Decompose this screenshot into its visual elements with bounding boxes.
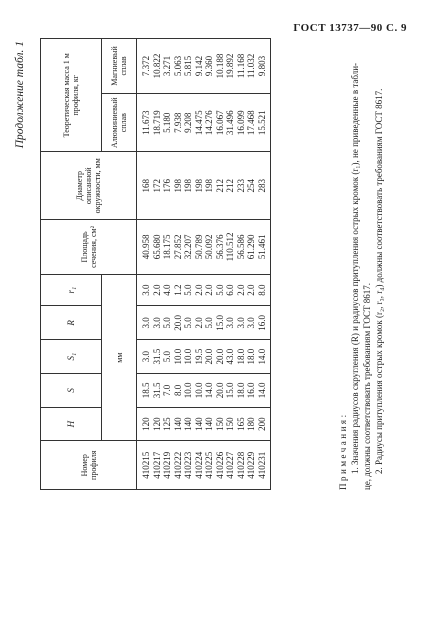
note-1-line-2: це, должны соответствовать требованиям ГОСТ 8617. xyxy=(362,283,372,490)
table-body-row xyxy=(137,39,271,490)
cell-H-6: 140 xyxy=(193,417,204,431)
cell-area-8: 56.376 xyxy=(214,234,225,260)
cell-aluminum-9: 31.496 xyxy=(225,110,235,136)
cell-profile-number-12: 410231 xyxy=(256,451,267,479)
cell-S1-12: 14.0 xyxy=(256,348,267,365)
cell-H-2: 120 xyxy=(151,417,162,431)
cell-S-4: 8.0 xyxy=(172,384,183,396)
col-aluminum xyxy=(137,93,271,152)
cell-diameter-11: 254 xyxy=(246,179,256,193)
cell-aluminum-10: 16.099 xyxy=(235,110,246,136)
cell-R-6: 2.0 xyxy=(193,317,204,329)
cell-magnesium-8: 10.188 xyxy=(214,53,225,79)
cell-S1-4: 10.0 xyxy=(172,348,183,365)
cell-profile-number-2: 410217 xyxy=(151,451,162,479)
cell-R-5: 5.0 xyxy=(183,317,193,329)
table-caption: Продолжение табл. 1 xyxy=(14,41,26,149)
cell-R-10: 3.0 xyxy=(235,317,246,329)
col-profile-number xyxy=(137,441,271,490)
cell-diameter-9: 212 xyxy=(225,179,235,193)
cell-H-4: 140 xyxy=(172,417,183,431)
header-aluminum: Алюминиевый сплав xyxy=(102,93,137,152)
cell-R-12: 16.0 xyxy=(256,314,267,331)
cell-S1-2: 31.5 xyxy=(151,348,162,365)
cell-R-2: 3.0 xyxy=(151,317,162,329)
cell-magnesium-12: 9.803 xyxy=(256,55,267,77)
cell-magnesium-6: 9.142 xyxy=(193,55,204,77)
cell-magnesium-3: 3.271 xyxy=(162,55,172,77)
cell-r1-3: 4.0 xyxy=(162,284,172,296)
cell-r1-5: 5.0 xyxy=(183,284,193,296)
cell-S-8: 20.0 xyxy=(214,382,225,399)
cell-S-9: 15.0 xyxy=(225,382,235,399)
cell-aluminum-7: 14.276 xyxy=(204,110,214,136)
cell-S-12: 14.0 xyxy=(256,382,267,399)
cell-S1-7: 20.0 xyxy=(204,348,214,365)
notes-block xyxy=(337,35,385,490)
header-r: R xyxy=(41,306,102,340)
cell-aluminum-1: 11.673 xyxy=(141,110,151,135)
cell-S-2: 31.5 xyxy=(151,382,162,399)
cell-S-6: 10.0 xyxy=(193,382,204,399)
cell-profile-number-9: 410227 xyxy=(225,451,235,479)
cell-profile-number-1: 410215 xyxy=(141,451,151,479)
cell-S1-9: 43.0 xyxy=(225,348,235,365)
profile-table xyxy=(40,38,271,490)
note-2: 2. Радиусы притупления острых кромок (r₂, r₃, r₄) должны соответствовать требованиям ГОСТ 8617. xyxy=(374,88,384,474)
cell-profile-number-8: 410226 xyxy=(214,451,225,479)
notes-title: Примечания: xyxy=(338,412,348,490)
col-magnesium xyxy=(137,39,271,94)
col-diameter xyxy=(137,152,271,220)
header-profile-number: Номер профиля xyxy=(41,441,137,490)
cell-aluminum-11: 17.468 xyxy=(246,110,256,136)
cell-r1-9: 6.0 xyxy=(225,284,235,296)
cell-profile-number-3: 410219 xyxy=(162,451,172,479)
cell-R-9: 3.0 xyxy=(225,317,235,329)
cell-r1-4: 1.2 xyxy=(172,284,183,296)
col-s xyxy=(137,373,271,407)
cell-area-3: 18.175 xyxy=(162,234,172,260)
cell-r1-1: 3.0 xyxy=(141,284,151,296)
cell-area-10: 56.586 xyxy=(235,234,246,260)
header-s: S xyxy=(41,373,102,407)
cell-S-10: 18.0 xyxy=(235,382,246,399)
cell-magnesium-2: 10.822 xyxy=(151,53,162,79)
cell-S1-6: 19.5 xyxy=(193,348,204,365)
cell-magnesium-10: 11.168 xyxy=(235,53,246,79)
cell-H-11: 180 xyxy=(246,417,256,431)
cell-S1-3: 5.0 xyxy=(162,350,172,363)
col-r1 xyxy=(137,274,271,306)
cell-magnesium-11: 11.032 xyxy=(246,53,256,79)
cell-magnesium-4: 5.063 xyxy=(172,55,183,77)
header-h: H xyxy=(41,407,102,441)
cell-H-1: 120 xyxy=(141,417,151,431)
header-area: Площадь сечения, см² xyxy=(41,220,137,275)
cell-magnesium-5: 5.815 xyxy=(183,55,193,77)
cell-area-1: 40.958 xyxy=(141,234,151,260)
header-s1: S₁ xyxy=(41,340,102,374)
cell-magnesium-1: 7.372 xyxy=(141,55,151,77)
cell-S-1: 18.5 xyxy=(141,382,151,399)
cell-H-3: 125 xyxy=(162,417,172,431)
col-s1 xyxy=(137,340,271,374)
header-r1: r₁ xyxy=(41,274,102,306)
cell-H-5: 140 xyxy=(183,417,193,431)
cell-S-5: 10.0 xyxy=(183,382,193,399)
cell-diameter-10: 233 xyxy=(235,179,246,193)
cell-S1-1: 3.0 xyxy=(141,350,151,363)
cell-aluminum-12: 15.521 xyxy=(256,110,267,136)
cell-R-3: 5.0 xyxy=(162,317,172,329)
cell-profile-number-7: 410225 xyxy=(204,451,214,479)
cell-area-2: 65.680 xyxy=(151,234,162,260)
cell-profile-number-6: 410224 xyxy=(193,451,204,479)
header-magnesium: Магниевый сплав xyxy=(102,39,137,94)
cell-area-12: 51.461 xyxy=(256,234,267,260)
cell-R-11: 3.0 xyxy=(246,317,256,329)
cell-diameter-3: 176 xyxy=(162,179,172,193)
cell-H-12: 200 xyxy=(256,417,267,431)
cell-area-11: 61.290 xyxy=(246,234,256,260)
cell-aluminum-8: 16.067 xyxy=(214,110,225,136)
rotated-table-section xyxy=(12,31,412,608)
cell-H-7: 140 xyxy=(204,417,214,431)
cell-magnesium-9: 19.892 xyxy=(225,53,235,79)
col-r xyxy=(137,306,271,340)
cell-R-1: 3.0 xyxy=(141,317,151,329)
cell-diameter-6: 198 xyxy=(193,179,204,193)
cell-H-8: 150 xyxy=(214,417,225,431)
cell-r1-2: 2.0 xyxy=(151,284,162,296)
cell-r1-6: 2.0 xyxy=(193,284,204,296)
cell-magnesium-7: 9.360 xyxy=(204,55,214,77)
cell-diameter-12: 283 xyxy=(256,179,267,193)
cell-area-4: 27.852 xyxy=(172,234,183,260)
cell-diameter-8: 212 xyxy=(214,179,225,193)
page-header: ГОСТ 13737—90 С. 9 xyxy=(293,22,407,34)
header-mass-group: Теоретическая масса 1 м профиля, кг xyxy=(41,39,102,153)
cell-profile-number-5: 410223 xyxy=(183,451,193,479)
cell-r1-10: 2.0 xyxy=(235,284,246,296)
cell-diameter-4: 198 xyxy=(172,179,183,193)
cell-area-7: 50.092 xyxy=(204,234,214,260)
cell-r1-12: 8.0 xyxy=(256,284,267,296)
header-units: мм xyxy=(102,274,137,441)
cell-r1-8: 5.0 xyxy=(214,284,225,296)
cell-diameter-5: 198 xyxy=(183,179,193,193)
cell-aluminum-4: 7.938 xyxy=(172,112,183,133)
cell-area-6: 50.789 xyxy=(193,234,204,260)
cell-aluminum-3: 5.180 xyxy=(162,112,172,133)
note-1-line-1: 1. Значения радиусов скругления (R) и радиусов притупления острых кромок (r₁), не приведенные в табли- xyxy=(350,62,360,474)
cell-diameter-2: 172 xyxy=(151,179,162,193)
cell-S1-8: 20.0 xyxy=(214,348,225,365)
cell-S1-11: 18.0 xyxy=(246,348,256,365)
cell-H-10: 165 xyxy=(235,417,246,431)
cell-area-9: 110.512 xyxy=(225,232,235,262)
cell-diameter-1: 168 xyxy=(141,179,151,193)
cell-S-3: 7.0 xyxy=(162,384,172,396)
cell-r1-7: 2.0 xyxy=(204,284,214,296)
cell-profile-number-11: 410229 xyxy=(246,451,256,479)
cell-S-7: 14.0 xyxy=(204,382,214,399)
cell-aluminum-2: 18.719 xyxy=(151,110,162,136)
cell-H-9: 150 xyxy=(225,417,235,431)
cell-area-5: 32.207 xyxy=(183,234,193,260)
cell-profile-number-4: 410222 xyxy=(172,451,183,479)
header-diameter: Диаметр описанной окружности, мм xyxy=(41,152,137,220)
cell-S1-10: 18.0 xyxy=(235,348,246,365)
cell-aluminum-6: 14.475 xyxy=(193,110,204,136)
cell-S1-5: 10.0 xyxy=(183,348,193,365)
cell-S-11: 16.0 xyxy=(246,382,256,399)
cell-R-7: 5.0 xyxy=(204,317,214,329)
cell-R-8: 15.0 xyxy=(214,314,225,331)
cell-diameter-7: 198 xyxy=(204,179,214,193)
col-h xyxy=(137,407,271,441)
cell-r1-11: 2.0 xyxy=(246,284,256,296)
cell-profile-number-10: 410228 xyxy=(235,451,246,479)
cell-aluminum-5: 9.208 xyxy=(183,112,193,133)
col-area xyxy=(137,220,271,275)
cell-R-4: 20.0 xyxy=(172,314,183,331)
